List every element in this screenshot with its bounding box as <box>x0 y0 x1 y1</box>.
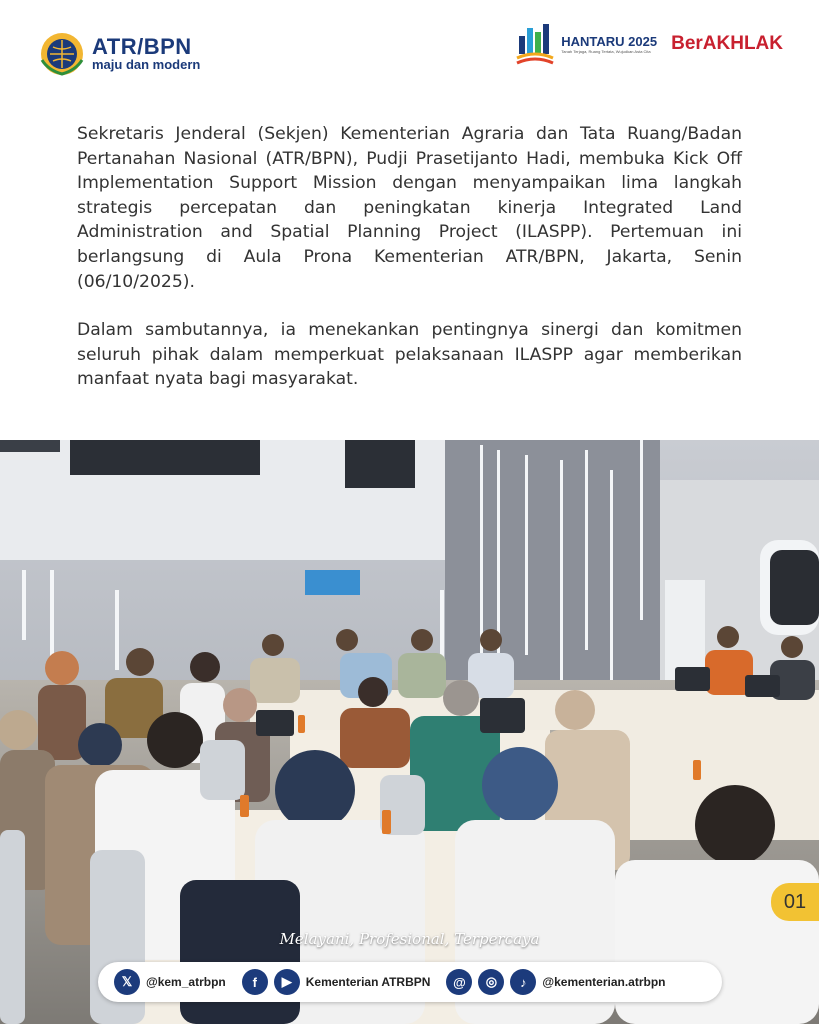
hantaru-logo <box>515 22 657 66</box>
tiktok-icon[interactable]: ♪ <box>510 969 536 995</box>
atrbpn-logo <box>38 30 200 78</box>
article-paragraph-2: Dalam sambutannya, ia menekankan pentingnya sinergi dan komitmen seluruh pihak dalam memperkuat pelaksanaan ILASPP agar memberikan manfaat nyata bagi masyarakat. <box>77 320 742 390</box>
partner-logos <box>515 22 783 66</box>
header <box>0 0 819 100</box>
article-paragraph-1: Sekretaris Jenderal (Sekjen) Kementerian Agraria dan Tata Ruang/Badan Pertanahan Nasional (ATR/BPN), Pudji Prasetijanto Hadi, membuka Kick Off Implementation Support Mission dengan menyampaikan lima langkah strategis percepatan dan peningkatan kinerja Integrated Land Administration and Spatial Planning Project (ILASPP). Pertemuan ini berlangsung di Aula Prona Kementerian ATR/BPN, Jakarta, Senin (06/10/2025). <box>77 124 742 292</box>
fb-yt-handle[interactable]: Kementerian ATRBPN <box>305 975 431 989</box>
ig-tiktok-handle[interactable]: @kementerian.atrbpn <box>542 975 666 989</box>
x-handle[interactable]: @kem_atrbpn <box>146 975 226 989</box>
emblem-icon <box>38 30 86 78</box>
hantaru-subtitle: Tanah Terjaga, Ruang Tertata, Wujudkan Asta Cita <box>561 49 651 54</box>
footer-motto: Melayani, Profesional, Terpercaya <box>279 930 540 948</box>
hantaru-title: HANTARU 2025 <box>561 34 658 49</box>
youtube-icon[interactable]: ▶ <box>274 969 300 995</box>
facebook-icon[interactable]: f <box>242 969 268 995</box>
brand-name: ATR/BPN <box>92 34 192 59</box>
brand-tagline: maju dan modern <box>92 57 201 72</box>
berakhlak-logo: BerAKHLAK <box>671 33 783 54</box>
threads-icon[interactable]: @ <box>446 969 472 995</box>
page-number-badge: 01 <box>771 883 819 921</box>
article-body <box>77 122 742 416</box>
social-bar <box>98 962 722 1002</box>
instagram-icon[interactable]: ◎ <box>478 969 504 995</box>
x-icon[interactable]: 𝕏 <box>114 969 140 995</box>
hantaru-icon <box>515 22 555 66</box>
